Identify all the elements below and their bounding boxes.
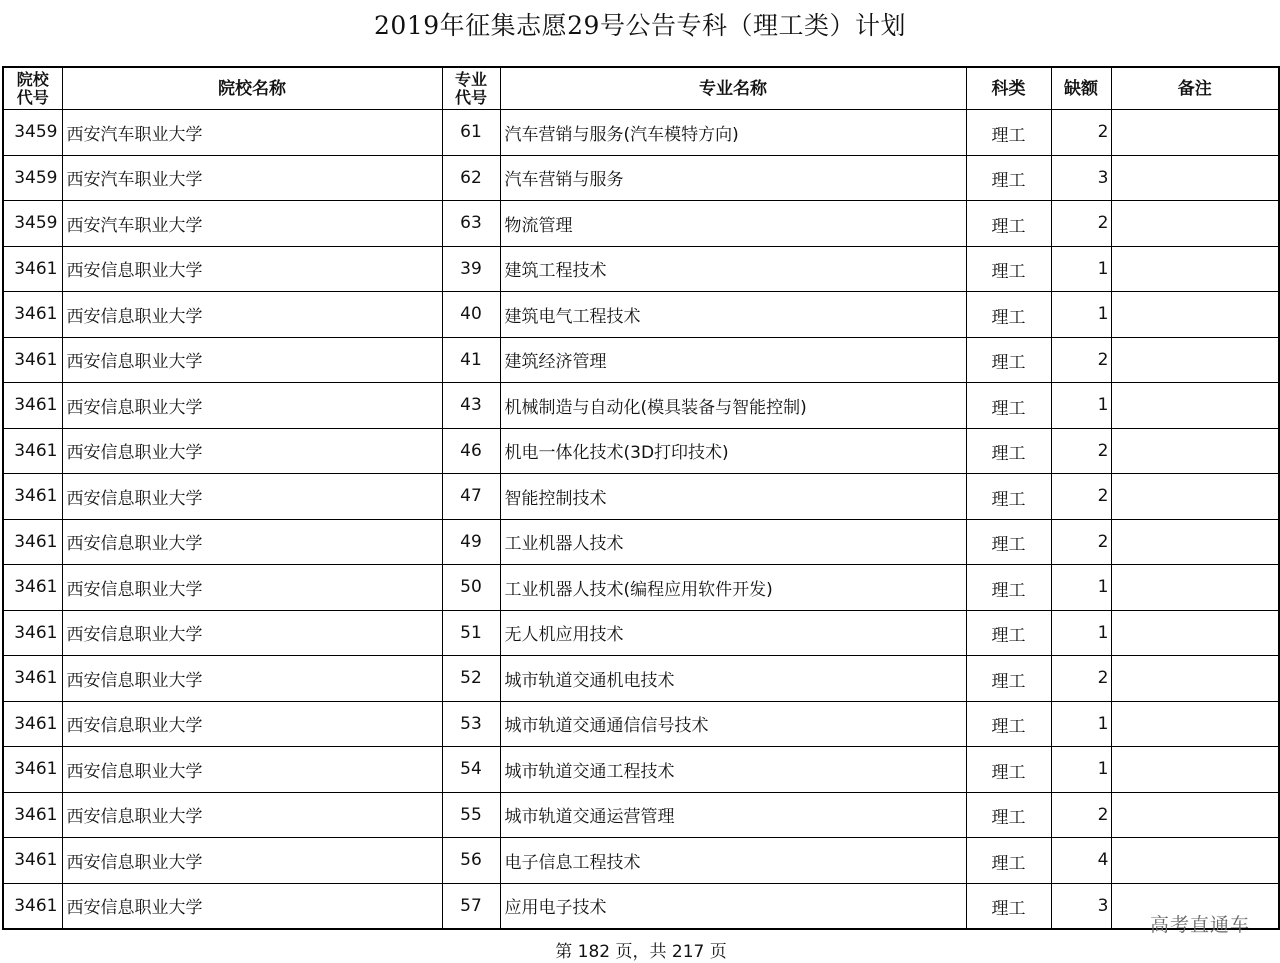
school-code-cell: 3461 xyxy=(3,701,62,747)
major-code-cell: 61 xyxy=(442,110,500,156)
quota-cell: 3 xyxy=(1051,883,1111,929)
remark-cell xyxy=(1111,838,1279,884)
major-name-cell: 建筑电气工程技术 xyxy=(500,292,966,338)
major-name-cell: 汽车营销与服务 xyxy=(500,155,966,201)
school-code-cell: 3461 xyxy=(3,519,62,565)
header-school-code-line2: 代号 xyxy=(16,87,49,107)
school-name-cell: 西安信息职业大学 xyxy=(62,656,442,702)
category-cell: 理工 xyxy=(966,701,1051,747)
school-name-cell: 西安信息职业大学 xyxy=(62,792,442,838)
watermark: 高考直通车 xyxy=(1149,914,1250,936)
category-cell: 理工 xyxy=(966,474,1051,520)
quota-cell: 4 xyxy=(1051,838,1111,884)
quota-cell: 1 xyxy=(1051,565,1111,611)
remark-cell xyxy=(1111,565,1279,611)
category-cell: 理工 xyxy=(966,565,1051,611)
major-code-cell: 62 xyxy=(442,155,500,201)
school-name-cell: 西安信息职业大学 xyxy=(62,701,442,747)
school-code-cell: 3459 xyxy=(3,201,62,247)
enrollment-plan-table xyxy=(2,66,1280,930)
header-remark: 备注 xyxy=(1111,67,1279,110)
category-cell: 理工 xyxy=(966,292,1051,338)
category-cell: 理工 xyxy=(966,428,1051,474)
school-name-cell: 西安信息职业大学 xyxy=(62,246,442,292)
major-name-cell: 城市轨道交通运营管理 xyxy=(500,792,966,838)
school-name-cell: 西安信息职业大学 xyxy=(62,565,442,611)
major-name-cell: 汽车营销与服务(汽车模特方向) xyxy=(500,110,966,156)
school-code-cell: 3461 xyxy=(3,747,62,793)
school-code-cell: 3461 xyxy=(3,474,62,520)
header-quota: 缺额 xyxy=(1051,67,1111,110)
school-name-cell: 西安汽车职业大学 xyxy=(62,201,442,247)
category-cell: 理工 xyxy=(966,201,1051,247)
school-code-cell: 3461 xyxy=(3,246,62,292)
table-row xyxy=(3,337,1279,383)
table-row xyxy=(3,565,1279,611)
major-name-cell: 建筑经济管理 xyxy=(500,337,966,383)
header-school-code-line1: 院校 xyxy=(16,69,49,89)
quota-cell: 2 xyxy=(1051,474,1111,520)
major-code-cell: 47 xyxy=(442,474,500,520)
table-row xyxy=(3,383,1279,429)
major-name-cell: 城市轨道交通通信信号技术 xyxy=(500,701,966,747)
category-cell: 理工 xyxy=(966,337,1051,383)
major-code-cell: 41 xyxy=(442,337,500,383)
table-row xyxy=(3,747,1279,793)
major-code-cell: 63 xyxy=(442,201,500,247)
major-code-cell: 51 xyxy=(442,610,500,656)
header-major-code-line2: 代号 xyxy=(454,87,487,107)
quota-cell: 2 xyxy=(1051,428,1111,474)
table-row xyxy=(3,246,1279,292)
school-code-cell: 3459 xyxy=(3,155,62,201)
school-code-cell: 3461 xyxy=(3,383,62,429)
remark-cell xyxy=(1111,428,1279,474)
school-code-cell: 3461 xyxy=(3,610,62,656)
school-name-cell: 西安信息职业大学 xyxy=(62,747,442,793)
school-code-cell: 3461 xyxy=(3,428,62,474)
major-code-cell: 43 xyxy=(442,383,500,429)
category-cell: 理工 xyxy=(966,792,1051,838)
major-code-cell: 56 xyxy=(442,838,500,884)
major-name-cell: 工业机器人技术(编程应用软件开发) xyxy=(500,565,966,611)
major-name-cell: 城市轨道交通机电技术 xyxy=(500,656,966,702)
major-code-cell: 46 xyxy=(442,428,500,474)
major-code-cell: 53 xyxy=(442,701,500,747)
header-major-name: 专业名称 xyxy=(500,67,966,110)
quota-cell: 2 xyxy=(1051,792,1111,838)
table-header-row xyxy=(3,67,1279,110)
quota-cell: 2 xyxy=(1051,519,1111,565)
school-code-cell: 3461 xyxy=(3,337,62,383)
remark-cell xyxy=(1111,747,1279,793)
category-cell: 理工 xyxy=(966,110,1051,156)
category-cell: 理工 xyxy=(966,883,1051,929)
school-name-cell: 西安信息职业大学 xyxy=(62,428,442,474)
table-body xyxy=(3,110,1279,930)
major-name-cell: 工业机器人技术 xyxy=(500,519,966,565)
quota-cell: 1 xyxy=(1051,246,1111,292)
major-code-cell: 55 xyxy=(442,792,500,838)
remark-cell xyxy=(1111,201,1279,247)
category-cell: 理工 xyxy=(966,610,1051,656)
category-cell: 理工 xyxy=(966,656,1051,702)
remark-cell xyxy=(1111,656,1279,702)
school-name-cell: 西安信息职业大学 xyxy=(62,883,442,929)
major-name-cell: 建筑工程技术 xyxy=(500,246,966,292)
table-row xyxy=(3,792,1279,838)
major-name-cell: 应用电子技术 xyxy=(500,883,966,929)
remark-cell xyxy=(1111,110,1279,156)
major-name-cell: 城市轨道交通工程技术 xyxy=(500,747,966,793)
table-row xyxy=(3,428,1279,474)
category-cell: 理工 xyxy=(966,246,1051,292)
school-code-cell: 3461 xyxy=(3,565,62,611)
remark-cell xyxy=(1111,337,1279,383)
table-row xyxy=(3,292,1279,338)
major-code-cell: 39 xyxy=(442,246,500,292)
quota-cell: 1 xyxy=(1051,747,1111,793)
header-school-code xyxy=(3,67,62,110)
page-title: 2019年征集志愿29号公告专科（理工类）计划 xyxy=(374,11,906,40)
quota-cell: 2 xyxy=(1051,110,1111,156)
major-code-cell: 49 xyxy=(442,519,500,565)
table-row xyxy=(3,155,1279,201)
header-major-code-line1: 专业 xyxy=(454,69,487,89)
table-row xyxy=(3,883,1279,929)
school-name-cell: 西安信息职业大学 xyxy=(62,610,442,656)
remark-cell xyxy=(1111,792,1279,838)
header-category: 科类 xyxy=(966,67,1051,110)
remark-cell xyxy=(1111,292,1279,338)
quota-cell: 1 xyxy=(1051,292,1111,338)
category-cell: 理工 xyxy=(966,747,1051,793)
school-name-cell: 西安信息职业大学 xyxy=(62,292,442,338)
major-name-cell: 无人机应用技术 xyxy=(500,610,966,656)
major-code-cell: 57 xyxy=(442,883,500,929)
major-code-cell: 54 xyxy=(442,747,500,793)
remark-cell xyxy=(1111,519,1279,565)
school-code-cell: 3459 xyxy=(3,110,62,156)
category-cell: 理工 xyxy=(966,383,1051,429)
school-name-cell: 西安信息职业大学 xyxy=(62,474,442,520)
school-code-cell: 3461 xyxy=(3,838,62,884)
quota-cell: 1 xyxy=(1051,383,1111,429)
quota-cell: 1 xyxy=(1051,701,1111,747)
category-cell: 理工 xyxy=(966,519,1051,565)
page-footer: 第 182 页，共 217 页 xyxy=(555,942,727,962)
school-code-cell: 3461 xyxy=(3,656,62,702)
school-name-cell: 西安汽车职业大学 xyxy=(62,110,442,156)
quota-cell: 2 xyxy=(1051,201,1111,247)
major-code-cell: 40 xyxy=(442,292,500,338)
table-row xyxy=(3,110,1279,156)
major-name-cell: 机电一体化技术(3D打印技术) xyxy=(500,428,966,474)
table-row xyxy=(3,838,1279,884)
school-name-cell: 西安汽车职业大学 xyxy=(62,155,442,201)
table-row xyxy=(3,701,1279,747)
quota-cell: 2 xyxy=(1051,656,1111,702)
table-row xyxy=(3,474,1279,520)
header-major-code xyxy=(442,67,500,110)
school-code-cell: 3461 xyxy=(3,292,62,338)
quota-cell: 3 xyxy=(1051,155,1111,201)
major-name-cell: 物流管理 xyxy=(500,201,966,247)
major-code-cell: 52 xyxy=(442,656,500,702)
remark-cell xyxy=(1111,383,1279,429)
category-cell: 理工 xyxy=(966,155,1051,201)
school-code-cell: 3461 xyxy=(3,792,62,838)
remark-cell xyxy=(1111,155,1279,201)
category-cell: 理工 xyxy=(966,838,1051,884)
quota-cell: 2 xyxy=(1051,337,1111,383)
school-name-cell: 西安信息职业大学 xyxy=(62,519,442,565)
school-name-cell: 西安信息职业大学 xyxy=(62,383,442,429)
header-school-name: 院校名称 xyxy=(62,67,442,110)
school-name-cell: 西安信息职业大学 xyxy=(62,337,442,383)
table-row xyxy=(3,656,1279,702)
remark-cell xyxy=(1111,610,1279,656)
remark-cell xyxy=(1111,474,1279,520)
school-code-cell: 3461 xyxy=(3,883,62,929)
major-name-cell: 电子信息工程技术 xyxy=(500,838,966,884)
major-name-cell: 智能控制技术 xyxy=(500,474,966,520)
remark-cell xyxy=(1111,246,1279,292)
major-code-cell: 50 xyxy=(442,565,500,611)
quota-cell: 1 xyxy=(1051,610,1111,656)
table-row xyxy=(3,610,1279,656)
major-name-cell: 机械制造与自动化(模具装备与智能控制) xyxy=(500,383,966,429)
table-row xyxy=(3,519,1279,565)
school-name-cell: 西安信息职业大学 xyxy=(62,838,442,884)
table-row xyxy=(3,201,1279,247)
remark-cell xyxy=(1111,701,1279,747)
